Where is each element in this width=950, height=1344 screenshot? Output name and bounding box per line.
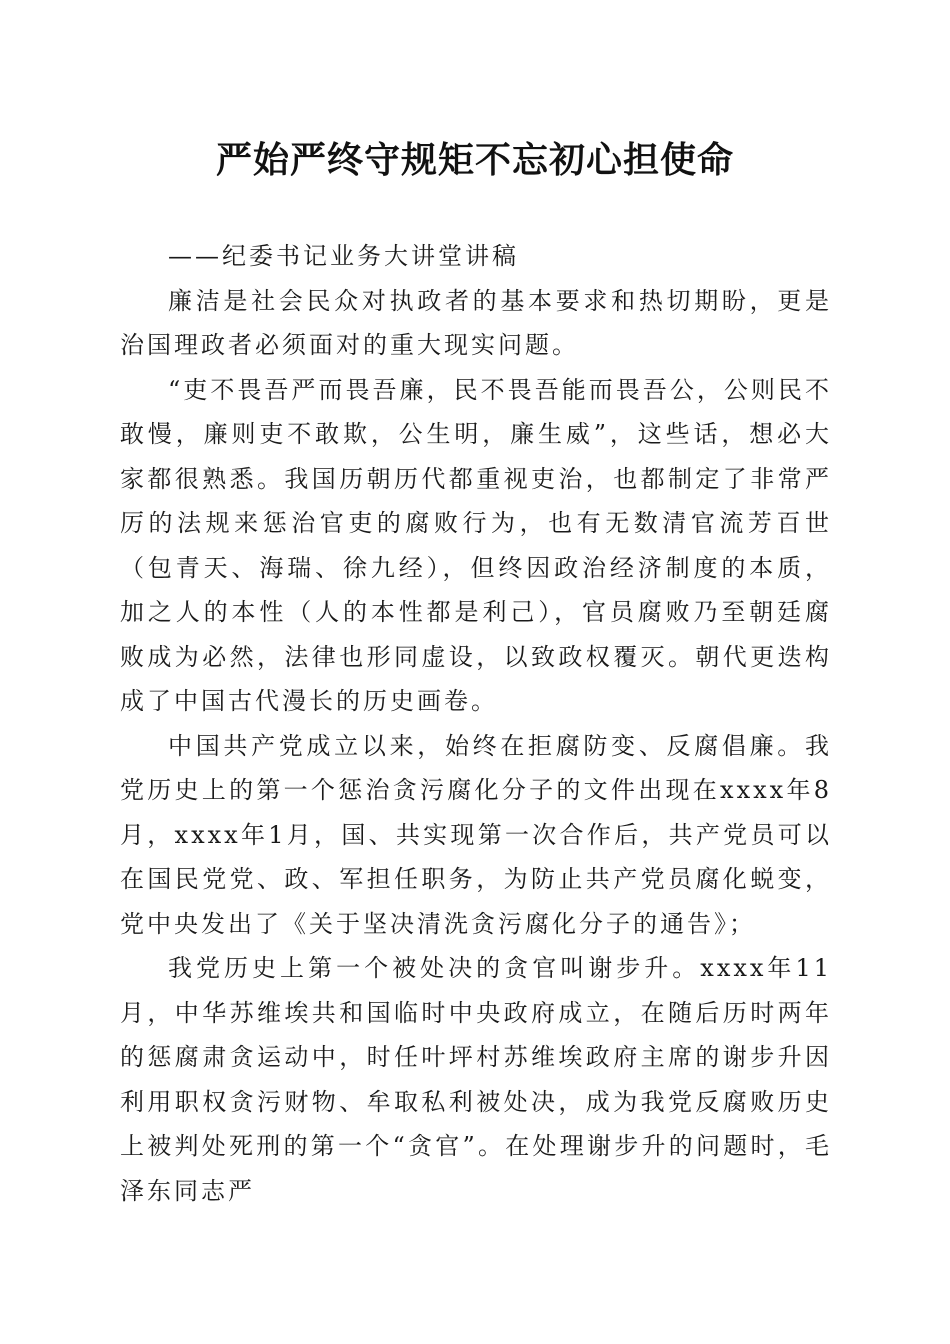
document-subtitle: ——纪委书记业务大讲堂讲稿 (168, 242, 519, 270)
document-title: 严始严终守规矩不忘初心担使命 (215, 139, 734, 181)
document-body (120, 234, 832, 1213)
body-paragraph: 我党历史上第一个被处决的贪官叫谢步升。xxxx年11月，中华苏维埃共和国临时中央政府成立，在随后历时两年的惩腐肃贪运动中，时任叶坪村苏维埃政府主席的谢步升因利用职权贪污财物、牟取私利被处决，成为我党反腐败历史上被判处死刑的第一个“贪官”。在处理谢步升的问题时，毛泽东同志严 (120, 954, 832, 1205)
body-paragraph: 中国共产党成立以来，始终在拒腐防变、反腐倡廉。我党历史上的第一个惩治贪污腐化分子的文件出现在xxxx年8月，xxxx年1月，国、共实现第一次合作后，共产党员可以在国民党党、政、军担任职务，为防止共产党员腐化蜕变，党中央发出了《关于坚决清洗贪污腐化分子的通告》； (120, 731, 832, 938)
body-paragraph: “吏不畏吾严而畏吾廉，民不畏吾能而畏吾公，公则民不敢慢，廉则吏不敢欺，公生明，廉生威”，这些话，想必大家都很熟悉。我国历朝历代都重视吏治，也都制定了非常严厉的法规来惩治官吏的腐败行为，也有无数清官流芳百世（包青天、海瑞、徐九经），但终因政治经济制度的本质，加之人的本性（人的本性都是利己），官员腐败乃至朝廷腐败成为必然，法律也形同虚设，以致政权覆灭。朝代更迭构成了中国古代漫长的历史画卷。 (120, 375, 832, 715)
body-paragraph: 廉洁是社会民众对执政者的基本要求和热切期盼，更是治国理政者必须面对的重大现实问题。 (120, 286, 832, 359)
